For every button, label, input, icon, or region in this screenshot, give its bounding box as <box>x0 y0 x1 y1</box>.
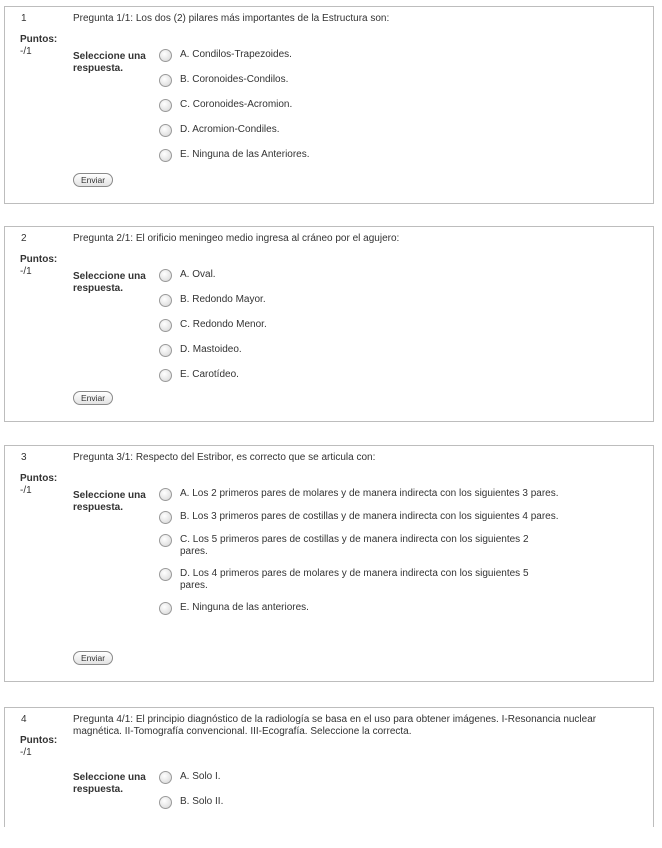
select-answer-text: Seleccione una respuesta. <box>73 271 146 294</box>
option-label: A. Condilos-Trapezoides. <box>180 49 292 60</box>
option-label: C. Redondo Menor. <box>180 319 267 330</box>
answer-option[interactable] <box>159 796 559 809</box>
answer-option[interactable] <box>159 99 559 112</box>
question-number: 1 <box>21 13 27 24</box>
radio-button[interactable] <box>159 294 172 307</box>
answer-option[interactable] <box>159 534 559 558</box>
radio-button[interactable] <box>159 149 172 162</box>
points-label: Puntos: <box>20 34 58 45</box>
points-value: -/1 <box>20 46 32 57</box>
answer-option[interactable] <box>159 74 559 87</box>
option-label: A. Solo I. <box>180 771 221 782</box>
radio-button[interactable] <box>159 534 172 547</box>
option-label: C. Los 5 primeros pares de costillas y de manera indirecta con los siguientes 2 pares. <box>180 534 529 557</box>
answer-option[interactable] <box>159 602 559 615</box>
radio-button[interactable] <box>159 99 172 112</box>
option-label: A. Oval. <box>180 269 216 280</box>
submit-button[interactable]: Enviar <box>73 391 113 405</box>
select-answer-text: Seleccione una respuesta. <box>73 490 146 513</box>
question-block-3 <box>4 445 654 682</box>
radio-button[interactable] <box>159 796 172 809</box>
answer-option[interactable] <box>159 49 559 62</box>
points-value: -/1 <box>20 266 32 277</box>
radio-button[interactable] <box>159 568 172 581</box>
answer-option[interactable] <box>159 771 559 784</box>
option-label: D. Mastoideo. <box>180 344 242 355</box>
option-label: C. Coronoides-Acromion. <box>180 99 293 110</box>
answer-option[interactable] <box>159 319 559 332</box>
option-label: B. Los 3 primeros pares de costillas y de manera indirecta con los siguientes 4 pares. <box>180 511 559 522</box>
points-value: -/1 <box>20 485 32 496</box>
points-indicator <box>20 735 57 759</box>
question-text: Pregunta 1/1: Los dos (2) pilares más importantes de la Estructura son: <box>73 13 390 24</box>
option-label: A. Los 2 primeros pares de molares y de manera indirecta con los siguientes 3 pares. <box>180 488 559 499</box>
points-indicator <box>20 34 57 58</box>
question-text: Pregunta 3/1: Respecto del Estribor, es correcto que se articula con: <box>73 452 376 463</box>
option-label: B. Coronoides-Condilos. <box>180 74 289 85</box>
answer-options <box>159 771 559 821</box>
select-answer-label <box>73 271 153 295</box>
submit-button[interactable]: Enviar <box>73 651 113 665</box>
option-label: D. Acromion-Condiles. <box>180 124 280 135</box>
points-value: -/1 <box>20 747 32 758</box>
question-text: Pregunta 4/1: El principio diagnóstico de la radiología se basa en el uso para obtener imágenes. I-Resonancia nuclear magnética. II-Tomografía convencional. III-Ecografía. Seleccione la correcta. <box>73 714 597 737</box>
radio-button[interactable] <box>159 511 172 524</box>
radio-button[interactable] <box>159 269 172 282</box>
answer-option[interactable] <box>159 344 559 357</box>
radio-button[interactable] <box>159 344 172 357</box>
answer-option[interactable] <box>159 149 559 162</box>
answer-option[interactable] <box>159 124 559 137</box>
answer-options <box>159 269 559 394</box>
question-text: Pregunta 2/1: El orificio meningeo medio ingresa al cráneo por el agujero: <box>73 233 400 244</box>
radio-button[interactable] <box>159 74 172 87</box>
answer-options <box>159 49 559 174</box>
answer-options <box>159 488 559 625</box>
radio-button[interactable] <box>159 488 172 501</box>
radio-button[interactable] <box>159 771 172 784</box>
answer-option[interactable] <box>159 294 559 307</box>
option-label: E. Carotídeo. <box>180 369 239 380</box>
option-label: E. Ninguna de las Anteriores. <box>180 149 310 160</box>
points-label: Puntos: <box>20 735 58 746</box>
question-number: 4 <box>21 714 27 725</box>
question-number: 3 <box>21 452 27 463</box>
option-label: B. Redondo Mayor. <box>180 294 266 305</box>
select-answer-text: Seleccione una respuesta. <box>73 772 146 795</box>
answer-option[interactable] <box>159 488 559 501</box>
points-indicator <box>20 473 57 497</box>
radio-button[interactable] <box>159 602 172 615</box>
option-label: E. Ninguna de las anteriores. <box>180 602 309 613</box>
answer-option[interactable] <box>159 568 559 592</box>
radio-button[interactable] <box>159 49 172 62</box>
answer-option[interactable] <box>159 511 559 524</box>
points-label: Puntos: <box>20 254 58 265</box>
radio-button[interactable] <box>159 369 172 382</box>
question-number: 2 <box>21 233 27 244</box>
points-label: Puntos: <box>20 473 58 484</box>
answer-option[interactable] <box>159 269 559 282</box>
select-answer-label <box>73 772 153 796</box>
radio-button[interactable] <box>159 319 172 332</box>
option-label: B. Solo II. <box>180 796 224 807</box>
select-answer-text: Seleccione una respuesta. <box>73 51 146 74</box>
points-indicator <box>20 254 57 278</box>
radio-button[interactable] <box>159 124 172 137</box>
question-block-2 <box>4 226 654 422</box>
option-label: D. Los 4 primeros pares de molares y de manera indirecta con los siguientes 5 pares. <box>180 568 529 591</box>
submit-button[interactable]: Enviar <box>73 173 113 187</box>
question-block-1 <box>4 6 654 204</box>
answer-option[interactable] <box>159 369 559 382</box>
question-block-4 <box>4 707 654 827</box>
select-answer-label <box>73 490 153 514</box>
select-answer-label <box>73 51 153 75</box>
